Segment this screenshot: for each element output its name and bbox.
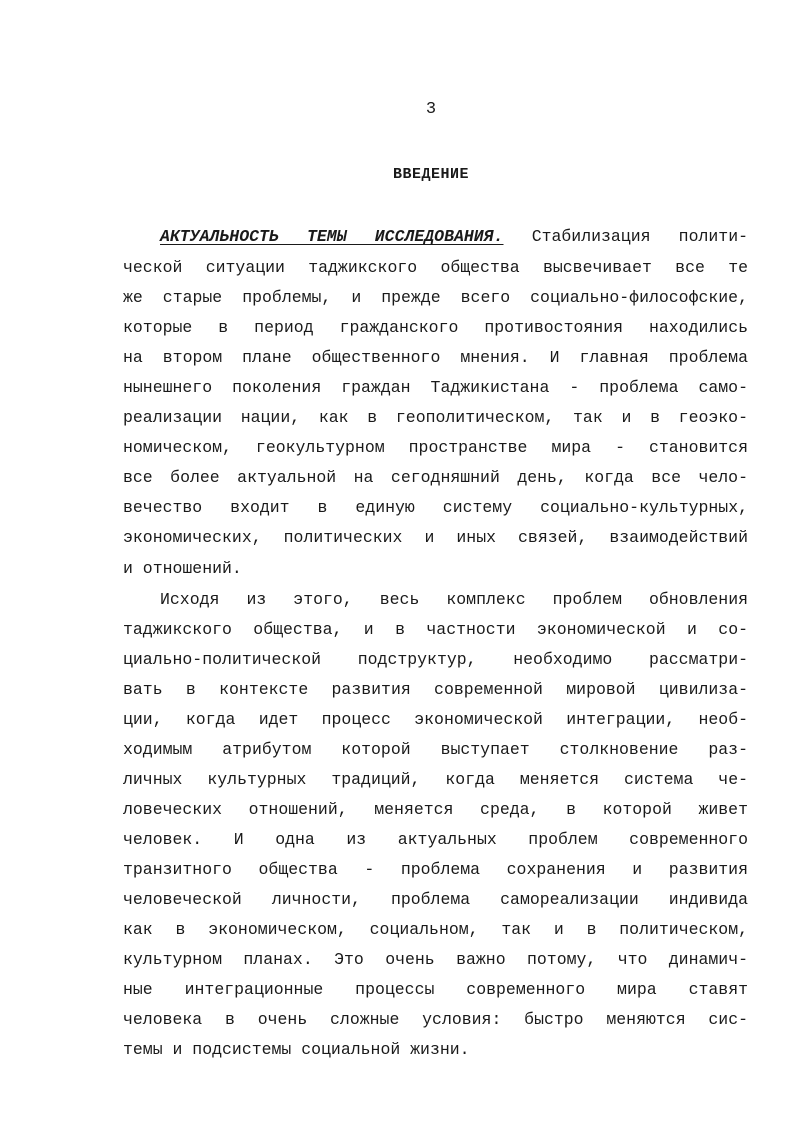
paragraph-2-line: вать в контексте развития современной мировой цивилиза- — [123, 680, 748, 699]
paragraph-2-line: человек. И одна из актуальных проблем современного — [123, 830, 748, 849]
section-heading: ВВЕДЕНИЕ — [392, 166, 469, 183]
paragraph-2-line: человеческой личности, проблема самореализации индивида — [123, 890, 748, 909]
paragraph-2-line: ции, когда идет процесс экономической интеграции, необ- — [123, 710, 748, 729]
paragraph-2-line: циально-политической подструктур, необходимо рассматри- — [123, 650, 748, 669]
paragraph-1-line: же старые проблемы, и прежде всего социально-философские, — [123, 288, 748, 307]
paragraph-2-line: ходимым атрибутом которой выступает столкновение раз- — [123, 740, 748, 759]
topic-relevance-label: АКТУАЛЬНОСТЬ ТЕМЫ ИССЛЕДОВАНИЯ. — [160, 227, 504, 246]
paragraph-1-line: вечество входит в единую систему социально-культурных, — [123, 498, 748, 517]
paragraph-1-line: все более актуальной на сегодняшний день, когда все чело- — [123, 468, 748, 487]
paragraph-2-line: культурном планах. Это очень важно потому, что динамич- — [123, 950, 748, 969]
paragraph-2-line: транзитного общества - проблема сохранения и развития — [123, 860, 748, 879]
paragraph-2-line: как в экономическом, социальном, так и в политическом, — [123, 920, 748, 939]
paragraph-2-line: темы и подсистемы социальной жизни. — [123, 1040, 470, 1059]
paragraph-1-line-1: АКТУАЛЬНОСТЬ ТЕМЫ ИССЛЕДОВАНИЯ. Стабилизация полити- — [160, 227, 748, 246]
paragraph-1-line: и отношений. — [123, 559, 242, 578]
paragraph-2-line: ловеческих отношений, меняется среда, в которой живет — [123, 800, 748, 819]
paragraph-1-line: на втором плане общественного мнения. И главная проблема — [123, 348, 748, 367]
paragraph-2-line: таджикского общества, и в частности экономической и со- — [123, 620, 748, 639]
paragraph-2-line: человека в очень сложные условия: быстро меняются сис- — [123, 1010, 748, 1029]
paragraph-1-line: экономических, политических и иных связей, взаимодействий — [123, 528, 748, 547]
paragraph-1-line: ческой ситуации таджикского общества высвечивает все те — [123, 258, 748, 277]
paragraph-2-line: личных культурных традиций, когда меняется система че- — [123, 770, 748, 789]
paragraph-2-line: Исходя из этого, весь комплекс проблем обновления — [160, 590, 748, 609]
paragraph-1-line: реализации нации, как в геополитическом, так и в геоэко- — [123, 408, 748, 427]
paragraph-2-line: ные интеграционные процессы современного мира ставят — [123, 980, 748, 999]
paragraph-1-line: которые в период гражданского противостояния находились — [123, 318, 748, 337]
paragraph-1-line: нынешнего поколения граждан Таджикистана - проблема само- — [123, 378, 748, 397]
paragraph-1-line: номическом, геокультурном пространстве мира - становится — [123, 438, 748, 457]
page-number: 3 — [425, 100, 437, 119]
